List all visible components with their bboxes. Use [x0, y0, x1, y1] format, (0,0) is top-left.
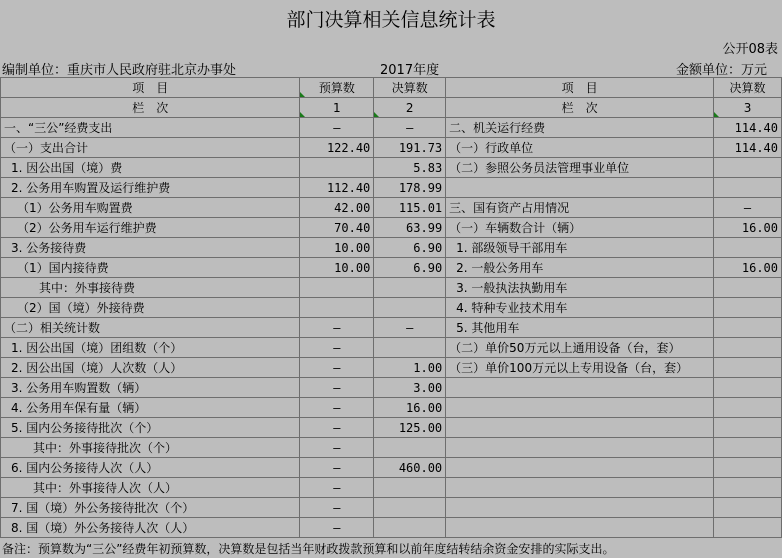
table-row	[1, 118, 782, 138]
right-item	[446, 398, 714, 418]
right-item: （三）单价100万元以上专用设备（台，套）	[446, 358, 714, 378]
table-row	[1, 378, 782, 398]
right-value	[714, 358, 782, 378]
left-item: 1. 因公出国（境）团组数（个）	[1, 338, 300, 358]
left-item: 7. 国（境）外公务接待批次（个）	[1, 498, 300, 518]
left-item: （1）公务用车购置费	[1, 198, 300, 218]
right-value	[714, 318, 782, 338]
report-title: 部门决算相关信息统计表	[286, 9, 496, 31]
budget-value: —	[300, 478, 374, 498]
left-item: 1. 因公出国（境）费	[1, 158, 300, 178]
left-item: 6. 国内公务接待人次（人）	[1, 458, 300, 478]
right-value	[714, 178, 782, 198]
footnote: 备注：预算数为“三公”经费年初预算数，决算数是包括当年财政拨款预算和以前年度结转结余资金安排的实际支出。	[2, 542, 615, 556]
left-item: （2）国（境）外接待费	[1, 298, 300, 318]
left-item: （一）支出合计	[1, 138, 300, 158]
right-value: —	[714, 198, 782, 218]
budget-value: —	[300, 318, 374, 338]
table-code: 公开08表	[722, 42, 778, 57]
budget-value: —	[300, 358, 374, 378]
final-value	[374, 298, 446, 318]
right-item: （一）行政单位	[446, 138, 714, 158]
right-value	[714, 458, 782, 478]
final-value: 115.01	[374, 198, 446, 218]
left-item: （2）公务用车运行维护费	[1, 218, 300, 238]
left-item: 其中：外事接待批次（个）	[1, 438, 300, 458]
right-item: 2. 一般公务用车	[446, 258, 714, 278]
budget-value: —	[300, 418, 374, 438]
right-value	[714, 438, 782, 458]
table-body	[1, 118, 782, 538]
table-row	[1, 158, 782, 178]
table-row	[1, 398, 782, 418]
final-value: 191.73	[374, 138, 446, 158]
table-row	[1, 438, 782, 458]
left-item: 4. 公务用车保有量（辆）	[1, 398, 300, 418]
amount-unit: 金额单位：万元	[676, 63, 768, 78]
right-item: （一）车辆数合计（辆）	[446, 218, 714, 238]
right-item: 1. 部级领导干部用车	[446, 238, 714, 258]
right-item	[446, 418, 714, 438]
table-row	[1, 178, 782, 198]
final-value: —	[374, 318, 446, 338]
budget-value: —	[300, 458, 374, 478]
right-item: （二）单价50万元以上通用设备（台，套）	[446, 338, 714, 358]
left-item: （1）国内接待费	[1, 258, 300, 278]
table-row	[1, 138, 782, 158]
right-item	[446, 518, 714, 538]
budget-value: —	[300, 118, 374, 138]
table-row	[1, 298, 782, 318]
left-item: （二）相关统计数	[1, 318, 300, 338]
right-value: 16.00	[714, 258, 782, 278]
left-item: 一、“三公”经费支出	[1, 118, 300, 138]
right-value	[714, 498, 782, 518]
right-item	[446, 378, 714, 398]
final-value	[374, 278, 446, 298]
column-number-row	[1, 98, 782, 118]
right-item: 4. 特种专业技术用车	[446, 298, 714, 318]
right-item: 二、机关运行经费	[446, 118, 714, 138]
left-item: 5. 国内公务接待批次（个）	[1, 418, 300, 438]
final-value	[374, 438, 446, 458]
right-value: 16.00	[714, 218, 782, 238]
right-value	[714, 158, 782, 178]
budget-value: —	[300, 498, 374, 518]
final-value	[374, 498, 446, 518]
right-value	[714, 238, 782, 258]
header-row	[1, 78, 782, 98]
table-row	[1, 338, 782, 358]
table-row	[1, 218, 782, 238]
header-budget: 预算数	[300, 78, 374, 98]
table-row	[1, 198, 782, 218]
left-item: 其中：外事接待人次（人）	[1, 478, 300, 498]
right-value	[714, 418, 782, 438]
col-3: 3	[714, 98, 782, 118]
table-row	[1, 278, 782, 298]
right-item: 3. 一般执法执勤用车	[446, 278, 714, 298]
table-row	[1, 358, 782, 378]
final-value: 5.83	[374, 158, 446, 178]
right-value	[714, 298, 782, 318]
header-final-2: 决算数	[714, 78, 782, 98]
col-label-2: 栏 次	[446, 98, 714, 118]
left-item: 2. 因公出国（境）人次数（人）	[1, 358, 300, 378]
left-item: 其中：外事接待费	[1, 278, 300, 298]
table-row	[1, 498, 782, 518]
right-item	[446, 438, 714, 458]
budget-value	[300, 158, 374, 178]
final-value: 16.00	[374, 398, 446, 418]
right-value	[714, 378, 782, 398]
right-value	[714, 478, 782, 498]
table-row	[1, 478, 782, 498]
right-item	[446, 478, 714, 498]
table-row	[1, 518, 782, 538]
right-value: 114.40	[714, 118, 782, 138]
header-item: 项 目	[1, 78, 300, 98]
final-value: 178.99	[374, 178, 446, 198]
left-item: 8. 国（境）外公务接待人次（人）	[1, 518, 300, 538]
right-item	[446, 178, 714, 198]
final-value: 1.00	[374, 358, 446, 378]
right-value	[714, 278, 782, 298]
right-item: （二）参照公务员法管理事业单位	[446, 158, 714, 178]
table-row	[1, 318, 782, 338]
col-2: 2	[374, 98, 446, 118]
header-final: 决算数	[374, 78, 446, 98]
right-item	[446, 458, 714, 478]
final-value	[374, 338, 446, 358]
right-value	[714, 398, 782, 418]
final-value: 6.90	[374, 238, 446, 258]
budget-value: —	[300, 398, 374, 418]
reporting-unit: 编制单位：重庆市人民政府驻北京办事处	[2, 63, 237, 78]
col-1: 1	[300, 98, 374, 118]
final-value	[374, 478, 446, 498]
final-value: —	[374, 118, 446, 138]
budget-value: 70.40	[300, 218, 374, 238]
left-item: 3. 公务用车购置数（辆）	[1, 378, 300, 398]
right-value	[714, 338, 782, 358]
budget-value: —	[300, 378, 374, 398]
budget-value: 42.00	[300, 198, 374, 218]
budget-value	[300, 278, 374, 298]
budget-value	[300, 298, 374, 318]
budget-value: —	[300, 518, 374, 538]
final-value: 125.00	[374, 418, 446, 438]
final-value: 3.00	[374, 378, 446, 398]
final-value: 63.99	[374, 218, 446, 238]
left-item: 2. 公务用车购置及运行维护费	[1, 178, 300, 198]
right-item: 5. 其他用车	[446, 318, 714, 338]
report-year: 2017年度	[380, 63, 440, 78]
table-row	[1, 258, 782, 278]
statistics-table	[0, 77, 782, 538]
header-item-2: 项 目	[446, 78, 714, 98]
right-item: 三、国有资产占用情况	[446, 198, 714, 218]
col-label: 栏 次	[1, 98, 300, 118]
budget-value: 112.40	[300, 178, 374, 198]
table-row	[1, 458, 782, 478]
budget-value: —	[300, 438, 374, 458]
table-row	[1, 238, 782, 258]
right-value	[714, 518, 782, 538]
left-item: 3. 公务接待费	[1, 238, 300, 258]
budget-value: 10.00	[300, 258, 374, 278]
right-value: 114.40	[714, 138, 782, 158]
right-item	[446, 498, 714, 518]
final-value	[374, 518, 446, 538]
budget-value: 10.00	[300, 238, 374, 258]
final-value: 6.90	[374, 258, 446, 278]
final-value: 460.00	[374, 458, 446, 478]
budget-value: 122.40	[300, 138, 374, 158]
budget-value: —	[300, 338, 374, 358]
table-row	[1, 418, 782, 438]
